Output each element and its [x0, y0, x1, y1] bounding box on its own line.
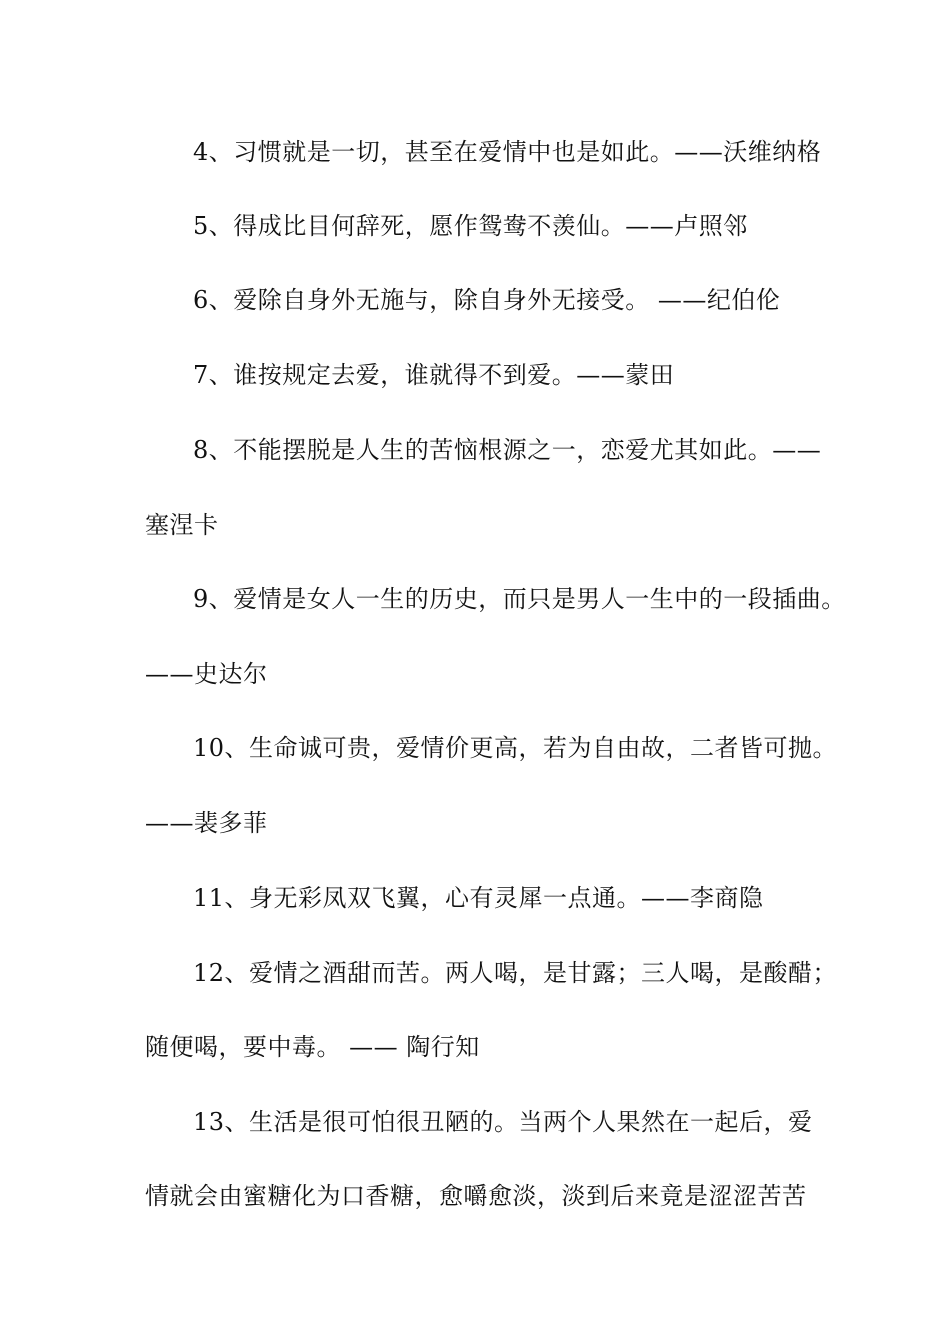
quote-line-continued: 随便喝，要中毒。 —— 陶行知: [145, 1033, 480, 1061]
quote-line: 7、谁按规定去爱，谁就得不到爱。——蒙田: [193, 361, 675, 389]
quote-line: 11、身无彩凤双飞翼，心有灵犀一点通。——李商隐: [193, 884, 764, 912]
quote-line-continued: 情就会由蜜糖化为口香糖，愈嚼愈淡，淡到后来竟是涩涩苦苦: [145, 1182, 807, 1210]
quote-line: 13、生活是很可怕很丑陋的。当两个人果然在一起后，爱: [193, 1108, 813, 1136]
quote-line: 6、爱除自身外无施与，除自身外无接受。 ——纪伯伦: [193, 286, 781, 314]
quote-line-continued: 塞涅卡: [145, 511, 219, 539]
quote-line-continued: ——裴多菲: [145, 809, 268, 837]
quote-line: 9、爱情是女人一生的历史，而只是男人一生中的一段插曲。: [193, 585, 846, 613]
quote-line: 10、生命诚可贵，爱情价更高，若为自由故，二者皆可抛。: [193, 734, 838, 762]
quote-line: 8、不能摆脱是人生的苦恼根源之一，恋爱尤其如此。——: [193, 436, 822, 464]
quote-line-continued: ——史达尔: [145, 660, 268, 688]
quote-line: 5、得成比目何辞死，愿作鸳鸯不羡仙。——卢照邻: [193, 212, 748, 240]
quote-line: 4、习惯就是一切，甚至在爱情中也是如此。——沃维纳格: [193, 138, 822, 166]
quote-line: 12、爱情之酒甜而苦。两人喝，是甘露；三人喝，是酸醋；: [193, 959, 838, 987]
